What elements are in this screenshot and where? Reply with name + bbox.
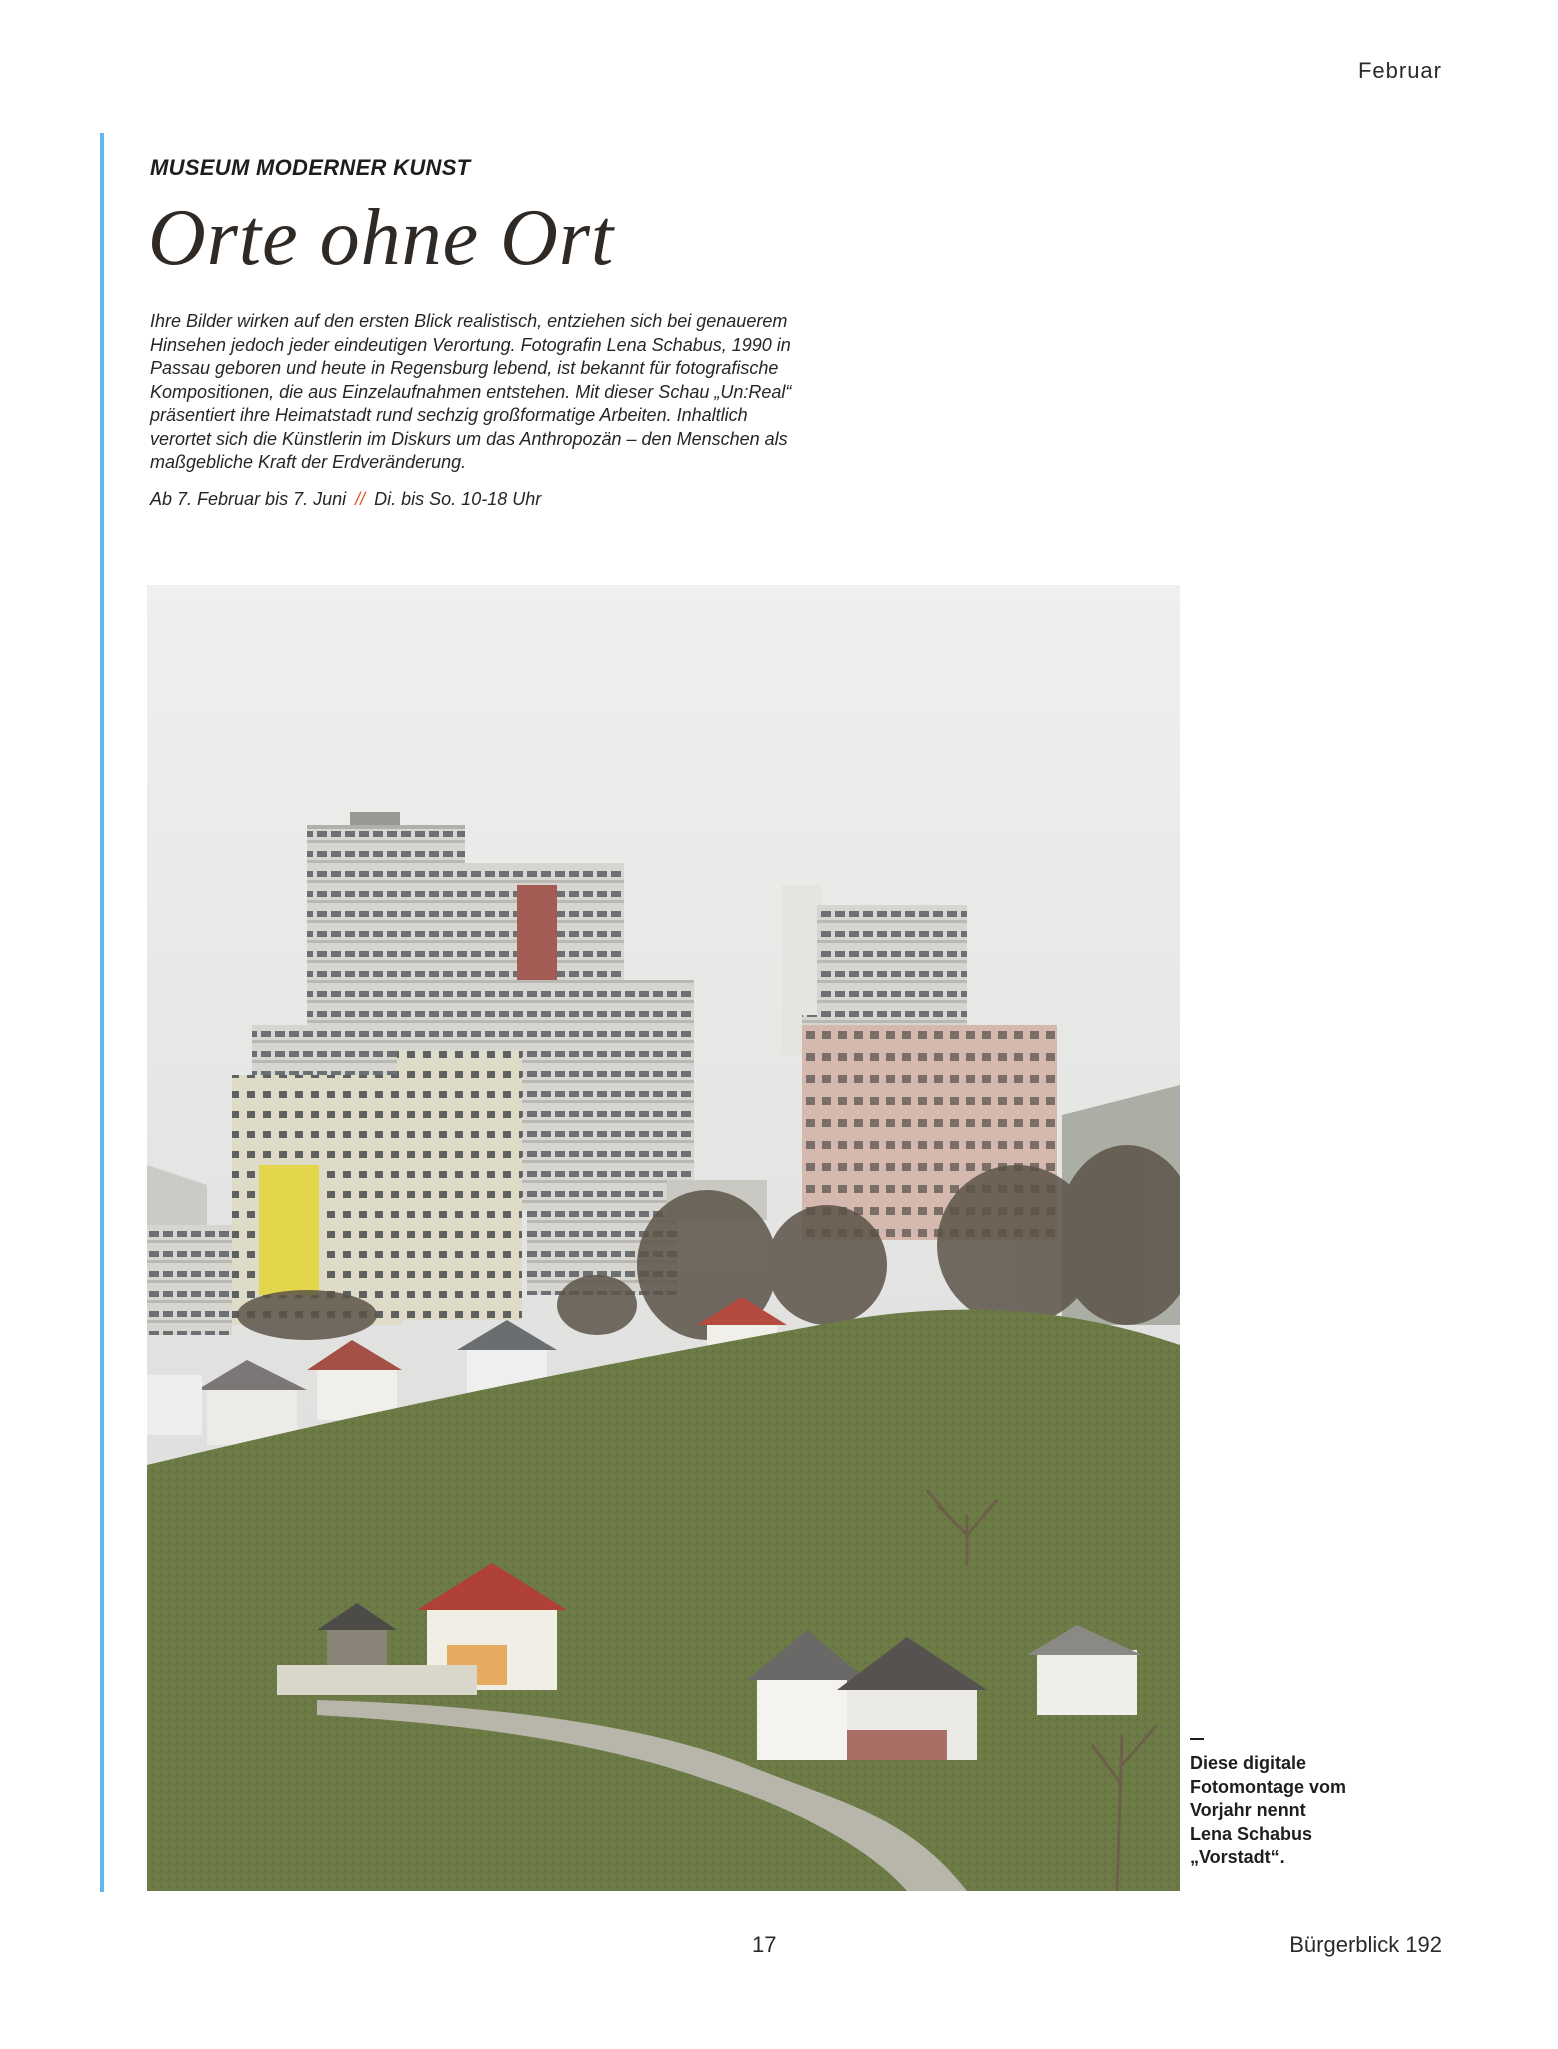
intro-line: Passau geboren und heute in Regensburg lebend, ist bekannt für fotografische: [150, 358, 779, 378]
caption-line: „Vorstadt“.: [1190, 1847, 1285, 1867]
accent-rule: [100, 133, 104, 1892]
photo-caption: [1190, 1738, 1390, 1870]
event-separator: //: [355, 489, 366, 509]
article-title: Orte ohne Ort: [148, 194, 615, 282]
suburb-photo: [147, 585, 1180, 1891]
event-info: [150, 489, 541, 510]
event-hours: Di. bis So. 10-18 Uhr: [374, 489, 542, 509]
magazine-name: [1289, 1932, 1442, 1958]
intro-line: verortet sich die Künstlerin im Diskurs um das Anthropozän – den Menschen als: [150, 428, 788, 449]
intro-line: maßgebliche Kraft der Erdveränderung.: [150, 452, 467, 472]
issue-number: 192: [1405, 1932, 1442, 1957]
intro-line: Kompositionen, die aus Einzelaufnahmen entstehen. Mit dieser Schau „Un:Real“: [150, 381, 792, 402]
magazine-title: Bürgerblick: [1289, 1932, 1400, 1957]
intro-line: Hinsehen jedoch jeder eindeutigen Verortung. Fotografin Lena Schabus, 1990 in: [150, 334, 791, 355]
page-number: 17: [752, 1932, 777, 1957]
caption-line: Diese digitale: [1190, 1753, 1307, 1773]
caption-dash: [1190, 1738, 1204, 1740]
month-label: Februar: [1357, 58, 1442, 83]
intro-line: präsentiert ihre Heimatstadt rund sechzig großformatige Arbeiten. Inhaltlich: [150, 405, 748, 425]
article-intro: [150, 310, 880, 475]
caption-line: Vorjahr nennt: [1190, 1800, 1306, 1820]
event-dates: Ab 7. Februar bis 7. Juni: [150, 489, 347, 509]
caption-line: Fotomontage vom: [1190, 1776, 1346, 1797]
caption-line: Lena Schabus: [1190, 1823, 1313, 1844]
article-kicker: MUSEUM MODERNER KUNST: [150, 155, 471, 180]
intro-line: Ihre Bilder wirken auf den ersten Blick realistisch, entziehen sich bei genauerem: [150, 311, 788, 331]
